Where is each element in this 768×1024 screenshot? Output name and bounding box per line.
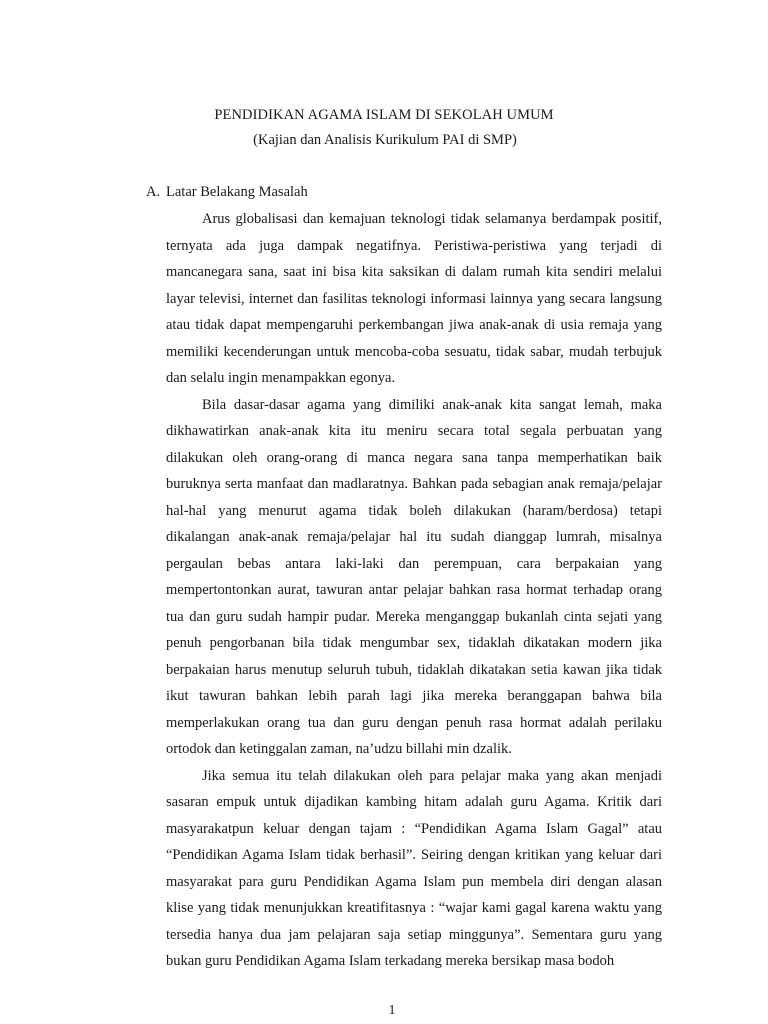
paragraph-1: Arus globalisasi dan kemajuan teknologi tidak selamanya berdampak positif, ternyata ada juga dampak negatifnya. Peristiwa-peristiwa yang terjadi di mancanegara sana, saat ini bisa kita saksikan di dalam rumah kita sendiri melalui layar televisi, internet dan fasilitas teknologi informasi lainnya yang secara langsung atau tidak dapat mempengaruhi perkembangan jiwa anak-anak di usia remaja yang memiliki kecenderungan untuk mencoba-coba sesuatu, tidak sabar, mudah terbujuk dan selalu ingin menampakkan egonya. (166, 211, 662, 386)
document-title: PENDIDIKAN AGAMA ISLAM DI SEKOLAH UMUM (214, 107, 554, 123)
body-text (166, 206, 662, 975)
section-letter: A. (146, 184, 161, 200)
section-heading-text: Latar Belakang Masalah (166, 184, 308, 200)
document-subtitle: (Kajian dan Analisis Kurikulum PAI di SMP) (253, 132, 517, 148)
section-heading (146, 184, 308, 201)
page-number: 1 (388, 1003, 396, 1018)
paragraph-3: Jika semua itu telah dilakukan oleh para pelajar maka yang akan menjadi sasaran empuk untuk dijadikan kambing hitam adalah guru Agama. Kritik dari masyarakatpun keluar dengan tajam : “Pendidikan Agama Islam Gagal” atau “Pendidikan Agama Islam tidak berhasil”. Seiring dengan kritikan yang keluar dari masyarakat para guru Pendidikan Agama Islam pun membela diri dengan alasan klise yang tidak menunjukkan kreatifitasnya : “wajar kami gagal karena waktu yang tersedia hanya dua jam pelajaran saja setiap minggunya”. Sementara guru yang bukan guru Pendidikan Agama Islam terkadang mereka bersikap masa bodoh (166, 767, 662, 969)
paragraph-2: Bila dasar-dasar agama yang dimiliki anak-anak kita sangat lemah, maka dikhawatirkan anak-anak kita itu meniru secara total segala perbuatan yang dilakukan oleh orang-orang di manca negara sana tanpa memperhatikan baik buruknya serta manfaat dan madlaratnya. Bahkan pada sebagian anak remaja/pelajar hal-hal yang menurut agama tidak boleh dilakukan (haram/berdosa) tetapi dikalangan anak-anak remaja/pelajar hal itu sudah dianggap lumrah, misalnya pergaulan bebas antara laki-laki dan perempuan, cara berpakaian yang mempertontonkan aurat, tawuran antar pelajar bahkan rasa hormat terhadap orang tua dan guru sudah hampir pudar. Mereka menganggap bukanlah cinta sejati yang penuh pengorbanan bila tidak mengumbar sex, tidaklah dikatakan modern jika berpakaian harus menutup seluruh tubuh, tidaklah dikatakan setia kawan jika tidak ikut tawuran bahkan lebih parah lagi jika mereka beranggapan bahwa bila memperlakukan orang tua dan guru dengan penuh rasa hormat adalah perilaku ortodok dan ketinggalan zaman, na’udzu billahi min dzalik. (166, 396, 662, 757)
